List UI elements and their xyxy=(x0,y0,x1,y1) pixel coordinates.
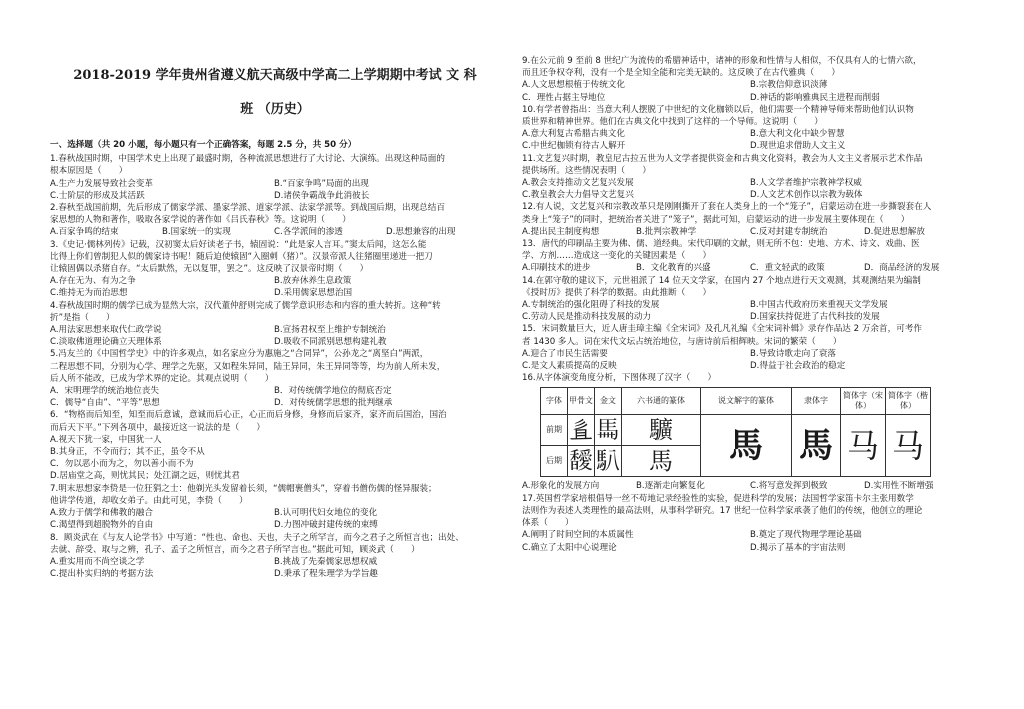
question-stem-line: 去就、辞受、取与之辨，孔子、孟子之所恒言，而今之君子所罕言也。”据此可知，顾炎武（ ） xyxy=(50,544,420,555)
question-right-7 xyxy=(522,372,978,384)
question-left-0 xyxy=(50,153,498,202)
answer-option[interactable]: A.意大利复古希腊古典文化 xyxy=(522,129,625,140)
question-stem-line: 15．宋词数量巨大，近人唐圭璋主编《全宋词》及孔凡礼编《全宋词补辑》录存作品达 2 万余首，可考作 xyxy=(522,324,922,335)
answer-option[interactable]: A．宋明理学的统治地位丧失 xyxy=(50,386,160,397)
answer-options xyxy=(50,434,498,483)
answer-option[interactable]: C.中世纪枷锁有待古人解开 xyxy=(522,141,626,152)
question-stem-line: 6．“物格而后知至，知至而后意诚，意诚而后心正，心正而后身修，身修而后家齐，家齐而后国治，国治 xyxy=(50,410,447,421)
clerical-script-glyph: 馬 xyxy=(792,415,841,477)
answer-option[interactable]: A.教会支持推动文艺复兴发展 xyxy=(522,178,634,189)
answer-option[interactable]: B．文化教育的兴盛 xyxy=(636,263,711,274)
answer-option[interactable]: A.印刷技术的进步 xyxy=(522,263,591,274)
answer-options xyxy=(50,507,498,531)
question-stem-line: 后人所不能改，已成为学术界的定论。其观点说明（ ） xyxy=(50,373,274,384)
question-stem-line: 体系（ ） xyxy=(522,518,574,529)
answer-option[interactable]: C.将写意发挥到极致 xyxy=(750,481,828,492)
question-stem-line: 法则作为表述人类理性的最高法则，从事科学研究。17 世纪一位科学家承袭了他们的传统，他创立的理论 xyxy=(522,505,923,516)
answer-option[interactable]: B.“百家争鸣”局面的出现 xyxy=(274,178,369,189)
answer-option[interactable]: B.放弃休养生息政策 xyxy=(274,276,352,287)
answer-option[interactable]: D.诸侯争霸战争此消彼长 xyxy=(274,190,370,201)
question-stem-line: 17.英国哲学家培根倡导一丝不苟地记录经验性的实验，促进科学的发展；法国哲学家笛卡尔主张用数学 xyxy=(522,493,914,504)
answer-options xyxy=(522,299,978,323)
answer-options xyxy=(522,79,978,103)
table-header-cell: 金文 xyxy=(595,388,622,415)
answer-option[interactable]: B.宗教信仰意识淡薄 xyxy=(750,80,828,91)
question-stem-line: 根本原因是（ ） xyxy=(50,166,128,177)
answer-option[interactable]: C.维持无为而治思想 xyxy=(50,288,128,299)
answer-option[interactable]: C.渴望得到超脱物外的自由 xyxy=(50,520,154,531)
question-stem-line: 而且还争权夺利，没有一个是全知全能和完美无缺的。这反映了在古代雅典（ ） xyxy=(522,68,840,79)
answer-option[interactable]: A.提出民主制度构想 xyxy=(522,226,600,237)
question-stem-line: 类身上“笼子”的同时，把统治者关进了“笼子”，据此可知，启蒙运动的进一步发展主要体现在（ ） xyxy=(522,214,910,225)
answer-options xyxy=(522,177,978,201)
question-stem-line: 让辕固偶以杀猪自存。“太后默然，无以复罪，罢之”。这反映了汉景帝时期（ ） xyxy=(50,264,369,275)
question-stem-line: 2.春秋至战国前期，先后形成了儒家学派、墨家学派、道家学派、法家学派等。到战国后期，出现总结百 xyxy=(50,203,445,214)
question-stem-line: 者 1430 多人。词在宋代文坛占统治地位，与唐诗前后相辉映。宋词的繁荣（ ） xyxy=(522,336,842,347)
question-stem-line: 而后天下平。”下列各项中，最接近这一说法的是（ ） xyxy=(50,422,265,433)
question-stem-line: 质世界和精神世界。他们在古典文化中找到了这样的一个导师。这说明（ ） xyxy=(522,117,823,128)
exam-title xyxy=(50,59,500,127)
ancient-glyph: 馬 xyxy=(622,446,701,477)
question-stem-line: 8．顾炎武在《与友人论学书》中写道：“性也、命也、天也，夫子之所罕言，而今之君子之所恒言也；出处、 xyxy=(50,532,464,543)
question-stem-line: 比得上你们曾制犯人似的儒家诗书呢！随后迫使辕固“入圈刺（猪）”。汉景帝派人往猪圈里递进一把刀 xyxy=(50,251,433,262)
question-right-1 xyxy=(522,104,978,153)
ancient-glyph: 𢒉 xyxy=(569,416,593,445)
right-column xyxy=(522,55,978,554)
answer-options xyxy=(50,385,498,409)
answer-option[interactable]: D.思想兼容的出现 xyxy=(386,227,456,238)
answer-option[interactable]: D.国家扶持促进了古代科技的发展 xyxy=(750,312,880,323)
answer-option[interactable]: A.人文思想根植于传统文化 xyxy=(522,80,625,91)
answer-options xyxy=(50,178,498,202)
answer-option[interactable]: C.士阶层的形成及其活跃 xyxy=(50,190,145,201)
answer-option[interactable]: A.阐明了时间空间的本质属性 xyxy=(522,530,634,541)
title-line-2: 班 （历史） xyxy=(240,102,310,117)
answer-options xyxy=(50,324,498,348)
answer-option[interactable]: D.现世追求借助人文主义 xyxy=(750,141,846,152)
answer-option[interactable]: A.百家争鸣的结束 xyxy=(50,227,119,238)
answer-options xyxy=(522,262,978,274)
question-right-4 xyxy=(522,238,978,275)
answer-option[interactable]: C.提出朴实归纳的考据方法 xyxy=(50,569,154,580)
answer-option[interactable]: A.迎合了市民生活需要 xyxy=(522,348,608,359)
question-stem-line: 12.有人说，文艺复兴和宗教改革只是刚刚撕开了套在人类身上的一个“笼子”，启蒙运动在进一步撕裂套在人 xyxy=(522,202,932,213)
question-left-2 xyxy=(50,239,498,300)
answer-option[interactable]: D．对传统儒学思想的批判继承 xyxy=(274,398,393,409)
question-stem-line: 二程思想不同，分别为心学、理学之先驱，又如程朱异同，陆王异同，朱王异同等等，均为前人所未发， xyxy=(50,361,446,372)
answer-options xyxy=(522,226,978,238)
kai-simplified-glyph: 马 xyxy=(886,415,931,477)
answer-option[interactable]: B．对传统儒学地位的彻底否定 xyxy=(274,386,392,397)
answer-option[interactable]: D.促进思想解放 xyxy=(864,226,925,237)
table-row-label: 后期 xyxy=(541,446,568,477)
question-right-6 xyxy=(522,323,978,372)
answer-option[interactable]: D.揭示了基本的宇宙法则 xyxy=(750,542,846,553)
answer-options xyxy=(522,480,978,492)
ancient-glyph: 𩡩 xyxy=(596,447,620,476)
answer-option[interactable]: B.人文学者维护宗教神学权威 xyxy=(750,178,862,189)
character-table xyxy=(540,387,931,477)
answer-option[interactable]: D.秉承了程朱理学为学旨趣 xyxy=(274,569,378,580)
question-stem-line: 4.春秋战国时期的儒学已成为显然大宗，汉代董仲舒则完成了儒学意识形态和内容的重大转折。这种“转 xyxy=(50,300,441,311)
table-header-cell: 说文解字的篆体 xyxy=(701,388,792,415)
answer-options xyxy=(522,348,978,372)
answer-option[interactable]: A.专制统治的强化阻碍了科技的发展 xyxy=(522,300,660,311)
answer-option[interactable]: B.意大利文化中缺少智慧 xyxy=(750,129,845,140)
answer-option[interactable]: B.导致诗歌走向了衰落 xyxy=(750,348,836,359)
answer-option[interactable]: C．儒导“自由”、“平等”思想 xyxy=(50,398,160,409)
question-stem-line: 提供场所。这些情况表明（ ） xyxy=(522,165,651,176)
answer-option[interactable]: A.重实用而不尚空谈之学 xyxy=(50,556,145,567)
answer-option[interactable]: A.致力于儒学和佛教的融合 xyxy=(50,508,153,519)
question-stem-line: 11.文艺复兴时期，教皇尼古拉五世为人文学者提供资金和古典文化资料，教会为人文主义者展示艺术作品 xyxy=(522,153,923,164)
answer-option[interactable]: D．商品经济的发展 xyxy=(864,263,940,274)
answer-options xyxy=(522,128,978,152)
question-stem-line: 10.有学者曾指出：当意大利人摆脱了中世纪的文化枷锁以后，他们需要一个精神导师来帮助他们认识物 xyxy=(522,104,914,115)
answer-option[interactable]: D.居庙堂之高，则忧其民；处江湖之远，则忧其君 xyxy=(50,471,240,482)
question-right-3 xyxy=(522,201,978,238)
answer-option[interactable]: C.劳动人民是推动科技发展的动力 xyxy=(522,312,652,323)
title-line-1: 2018-2019 学年贵州省遵义航天高级中学高二上学期期中考试 文 科 xyxy=(73,68,477,83)
ancient-glyph: 𩡧 xyxy=(596,416,620,445)
answer-option[interactable]: C.教皇教会大力倡导文艺复兴 xyxy=(522,190,634,201)
answer-option[interactable]: D.神话的影响雅典民主进程而削弱 xyxy=(750,92,880,103)
table-header-cell: 字体 xyxy=(541,388,568,415)
question-left-3 xyxy=(50,300,498,349)
question-stem-line: 14.在郭守敬的建议下，元世祖派了 14 位天文学家，在国内 27 个地点进行天文观测，其观测结果为编制 xyxy=(522,275,921,286)
answer-option[interactable]: A.生产力发展导致社会变革 xyxy=(50,178,153,189)
answer-option[interactable]: B.逐渐走向繁复化 xyxy=(636,481,705,492)
answer-option[interactable]: C.各学派间的渗透 xyxy=(274,227,343,238)
seal-script-glyph: 馬 xyxy=(701,415,792,477)
answer-option[interactable]: D.采用儒家思想治国 xyxy=(274,288,353,299)
answer-option[interactable]: D.实用性不断增强 xyxy=(864,481,934,492)
answer-option[interactable]: D.吸收不同派别思想构建礼教 xyxy=(274,337,387,348)
question-stem-line: 16.从字体演变角度分析，下图体现了汉字（ ） xyxy=(522,373,717,384)
answer-option[interactable]: A.形象化的发展方向 xyxy=(522,481,600,492)
answer-options xyxy=(50,226,498,238)
question-left-4 xyxy=(50,348,498,409)
table-header-cell: 隶体字 xyxy=(792,388,841,415)
character-evolution-figure xyxy=(540,387,978,477)
question-right-5 xyxy=(522,275,978,324)
question-stem-line: 折”是指（ ） xyxy=(50,312,115,323)
answer-option[interactable]: A.用法家思想来取代仁政学说 xyxy=(50,325,162,336)
question-left-5 xyxy=(50,409,498,482)
answer-options xyxy=(50,275,498,299)
answer-option[interactable]: B.批判宗教神学 xyxy=(636,226,697,237)
answer-option[interactable]: B.中国古代政府历来重视天文学发展 xyxy=(750,300,888,311)
answer-option[interactable]: D.人文艺术创作以宗教为载体 xyxy=(750,190,863,201)
answer-option[interactable]: A.视天下犹一家，中国犹一人 xyxy=(50,434,162,445)
answer-option[interactable]: B.挑战了先秦儒家思想权威 xyxy=(274,556,378,567)
left-column xyxy=(50,139,498,580)
answer-option[interactable]: C.淡取佛道理论确立天理体系 xyxy=(50,337,162,348)
question-stem-line: 1.春秋战国时期，中国学术史上出现了最盛时期，各种流派思想进行了大讨论、大演练。出现这种局面的 xyxy=(50,154,445,165)
answer-option[interactable]: B.奠定了现代物理学理论基础 xyxy=(750,530,862,541)
table-header-cell: 六书通的篆体 xyxy=(622,388,701,415)
answer-option[interactable]: C．理性占据主导地位 xyxy=(522,92,606,103)
question-right-2 xyxy=(522,153,978,202)
question-right-0 xyxy=(522,55,978,104)
answer-option[interactable]: C.是文人素质提高的反映 xyxy=(522,361,617,372)
answer-option[interactable]: A.存在无为、有为之争 xyxy=(50,276,136,287)
answer-option[interactable]: C.确立了太阳中心说理论 xyxy=(522,542,617,553)
question-stem-line: 13．唐代的印刷品主要为佛、儒、道经典。宋代印刷的文献，则无所不包：史地、方术、诗文、戏曲、医 xyxy=(522,239,920,250)
question-stem-line: 他讲学传道，却收女弟子。由此可见，李贽（ ） xyxy=(50,495,248,506)
question-stem-line: 学、方剂……造成这一变化的关键因素是（ ） xyxy=(522,251,712,262)
question-stem-line: 9.在公元前 9 至前 8 世纪广为流传的希腊神话中，诸神的形象和性情与人相似，不仅具有人的七情六欲， xyxy=(522,56,922,66)
table-header-cell: 简体字（楷体） xyxy=(886,388,931,415)
question-stem-line: 《授时历》提供了科学的数据。由此推断（ ） xyxy=(522,287,712,298)
answer-option[interactable]: D.得益于社会政治的稳定 xyxy=(750,361,846,372)
question-stem-line: 3.《史记·儒林列传》记载，汉初窦太后好读老子书，辕固说：“此是家人言耳。”窦太后闻，这怎么能 xyxy=(50,239,427,250)
answer-option[interactable]: B.认可明代妇女地位的变化 xyxy=(274,508,378,519)
answer-option[interactable]: C．重文轻武的政策 xyxy=(750,263,825,274)
question-stem-line: 家思想的人物和著作，吸取各家学说的著作如《吕氏春秋》等。这说明（ ） xyxy=(50,215,351,226)
answer-options xyxy=(522,529,978,553)
question-stem-line: 5.冯友兰的《中国哲学史》中的许多观点，如名家应分为惠施之“合同异”，公孙龙之“离坚白”两派， xyxy=(50,349,429,360)
answer-option[interactable]: B.国家统一的实现 xyxy=(162,227,231,238)
table-header-cell: 甲骨文 xyxy=(568,388,595,415)
answer-options xyxy=(50,556,498,580)
table-header-cell: 简体字（宋体） xyxy=(841,388,886,415)
question-right-16 xyxy=(522,493,978,554)
question-left-6 xyxy=(50,483,498,532)
answer-option[interactable]: C.反对封建专制统治 xyxy=(750,226,828,237)
answer-option[interactable]: B.宣扬君权至上维护专制统治 xyxy=(274,325,386,336)
question-left-1 xyxy=(50,202,498,239)
table-row-label: 前期 xyxy=(541,415,568,446)
song-simplified-glyph: 马 xyxy=(841,415,886,477)
answer-option[interactable]: D.力图冲破封建传统的束缚 xyxy=(274,520,378,531)
ancient-glyph: 𩧉 xyxy=(622,415,701,446)
answer-option[interactable]: B.其身正，不令而行；其不正，虽令不从 xyxy=(50,447,205,458)
question-stem-line: 7.明末思想家李贽是一位狂狷之士：他剃光头发留着长须，“儒帽裹僧头”，穿着书僧伤儒的怪异服装； xyxy=(50,483,437,494)
question-left-7 xyxy=(50,532,498,581)
section-heading: 一、选择题（共 20 小题，每小题只有一个正确答案，每题 2.5 分，共 50 分） xyxy=(50,140,357,150)
ancient-glyph: 𩡣 xyxy=(569,447,593,476)
answer-option[interactable]: C．勿以恶小而为之，勿以善小而不为 xyxy=(50,459,194,470)
